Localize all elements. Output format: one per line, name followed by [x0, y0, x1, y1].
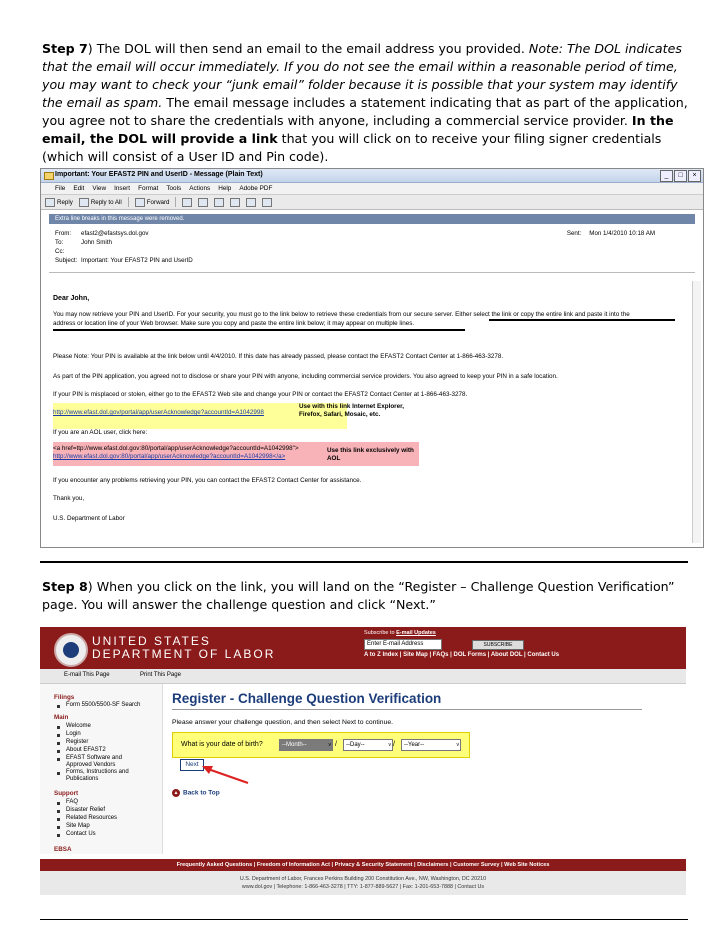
bullet-icon: [57, 758, 60, 761]
bullet-icon: [57, 810, 60, 813]
sidebar-item-forms-2[interactable]: Publications: [66, 776, 99, 782]
forward-label: Forward: [146, 198, 170, 206]
sidebar-item-register[interactable]: Register: [66, 739, 89, 745]
sidebar-heading-filings: Filings: [54, 694, 75, 701]
body-p5: If you encounter any problems retrieving your PIN, you can contact the EFAST2 Contact Center for assistance.: [53, 477, 362, 484]
next-button[interactable]: Next: [180, 759, 204, 771]
menu-insert[interactable]: Insert: [114, 185, 131, 192]
subscribe-text: [364, 630, 436, 636]
menu-help[interactable]: Help: [218, 185, 232, 192]
bullet-icon: [57, 834, 60, 837]
month-select[interactable]: --Month-- v: [279, 739, 333, 751]
sidebar-heading-support: Support: [54, 790, 79, 797]
sent-label: Sent:: [566, 230, 582, 237]
dol-page: [40, 627, 686, 895]
bullet-icon: [57, 734, 60, 737]
email-title: Important: Your EFAST2 PIN and UserID - Message (Plain Text): [55, 171, 263, 178]
to-label: To:: [55, 239, 64, 246]
bullet-icon: [57, 802, 60, 805]
step7-text-c: that you will click on to receive your filing signer credentials (which will consist of a User ID and Pin code).: [42, 131, 662, 164]
reply-all-button[interactable]: [79, 198, 122, 207]
body-p1b: address or location line of your Web browser. Make sure you copy and paste the entire link below; it may appear on multiple lines.: [53, 320, 415, 327]
reply-all-label: Reply to All: [90, 198, 122, 206]
thanks: Thank you,: [53, 495, 85, 502]
note-browsers-line2: Firefox, Safari, Mosaic, etc.: [299, 411, 381, 418]
flag-button[interactable]: [198, 198, 208, 207]
footer-address: [40, 871, 686, 895]
underline-mark: [53, 329, 465, 331]
step7-bold: In the email, the DOL will provide a link: [42, 113, 674, 146]
reply-button[interactable]: [45, 198, 73, 207]
email-header: [49, 226, 695, 273]
print-button[interactable]: [182, 198, 192, 207]
next-item-button[interactable]: [246, 198, 256, 207]
previous-button[interactable]: [230, 198, 240, 207]
subject-value: Important: Your EFAST2 PIN and UserID: [81, 257, 193, 264]
toolbar-separator: [128, 197, 129, 207]
maximize-icon[interactable]: □: [674, 170, 687, 182]
sidebar-heading-ebsa[interactable]: EBSA: [54, 846, 72, 853]
menu-edit[interactable]: Edit: [73, 185, 85, 192]
down-arrow-icon: [246, 198, 256, 207]
bullet-icon: [57, 826, 60, 829]
date-separator: /: [335, 741, 337, 748]
aol-link-b[interactable]: http://www.efast.dol.gov:80/portal/app/userAcknowledge?accountId=A1042998</a>: [53, 453, 286, 460]
email-toolbar: [41, 195, 703, 210]
title-rule: [172, 709, 642, 710]
body-p4: If your PIN is misplaced or stolen, either go to the EFAST2 Web site and change your PIN or contact the EFAST2 Contact Center at 1-866-463-3278.: [53, 391, 468, 398]
up-circle-icon: ▲: [173, 790, 179, 796]
sidebar-item-forms[interactable]: Forms, Instructions and: [66, 769, 129, 775]
dol-header: [40, 627, 686, 669]
question-label: What is your date of birth?: [181, 741, 263, 748]
efast-link[interactable]: http://www.efast.dol.gov/portal/app/userAcknowledge?accountId=A1042998: [53, 409, 264, 416]
note-aol: [327, 447, 414, 463]
aol-intro: If you are an AOL user, click here:: [53, 429, 148, 436]
step8-text: ) When you click on the link, you will land on the “Register – Challenge Question Verification” page. You will answer the challenge question and click “Next.”: [42, 579, 675, 612]
bullet-icon: [57, 818, 60, 821]
up-arrow-icon: [230, 198, 240, 207]
page-title: Register - Challenge Question Verification: [172, 691, 442, 706]
dol-name-line1: UNITED STATES: [92, 634, 211, 648]
greeting: Dear John,: [53, 295, 90, 302]
menu-adobe-pdf[interactable]: Adobe PDF: [239, 185, 273, 192]
dol-seal-icon: [54, 633, 88, 667]
back-to-top-label: Back to Top: [183, 789, 220, 797]
bullet-icon: [57, 772, 60, 775]
reply-all-icon: [79, 198, 89, 207]
day-select[interactable]: --Day-- v: [343, 739, 393, 751]
delete-icon: [214, 198, 224, 207]
bottom-divider: [40, 919, 688, 920]
reply-icon: [45, 198, 55, 207]
dol-top-nav[interactable]: A to Z Index | Site Map | FAQs | DOL Forms | About DOL | Contact Us: [364, 652, 560, 658]
menu-view[interactable]: View: [92, 185, 107, 192]
sidebar: [40, 684, 163, 854]
note-aol-line2: AOL: [327, 455, 341, 462]
date-separator: /: [393, 741, 395, 748]
email-titlebar: [41, 169, 703, 183]
email-menubar: [41, 183, 703, 195]
reply-label: Reply: [57, 198, 73, 206]
flag-icon: [198, 198, 208, 207]
red-arrow-icon: [202, 765, 250, 785]
bullet-icon: [57, 750, 60, 753]
year-select[interactable]: --Year-- v: [401, 739, 461, 751]
underline-mark: [489, 319, 675, 321]
dol-name: [92, 635, 275, 661]
menu-actions[interactable]: Actions: [189, 185, 211, 192]
note-aol-line1: Use this link exclusively with: [327, 447, 414, 454]
instruction-text: Please answer your challenge question, and then select Next to continue.: [172, 719, 394, 726]
forward-icon: [135, 198, 145, 207]
delete-button[interactable]: [214, 198, 224, 207]
aol-link-a: <a href=ttp://www.efast.dol.gov:80/portal/app/userAcknowledge?accountId=A1042998">: [53, 445, 299, 452]
sent-value: Mon 1/4/2010 10:18 AM: [589, 230, 655, 237]
subscribe-button[interactable]: SUBSCRIBE: [472, 640, 524, 650]
step7-paragraph: [42, 40, 692, 166]
footer-address-line2: www.dol.gov | Telephone: 1-866-463-3278 | TTY: 1-877-889-5627 | Fax: 1-201-653-7888 | Contact Us: [241, 884, 485, 890]
menu-file[interactable]: File: [55, 185, 66, 192]
minimize-icon[interactable]: _: [660, 170, 673, 182]
signature: U.S. Department of Labor: [53, 515, 125, 522]
note-browsers-line1: Use with this link Internet Explorer,: [299, 403, 404, 410]
divider: [40, 561, 688, 563]
step7-text-b: The email message includes a statement indicating that as part of the application, you agree not to share the credentials with anyone, including a commercial service provider.: [42, 95, 688, 128]
body-p3: As part of the PIN application, you agreed not to disclose or share your PIN with anyone, including commercial service providers. You also agreed to keep your PIN in a safe location.: [53, 373, 558, 380]
from-value[interactable]: efast2@efastsys.dol.gov: [81, 230, 149, 237]
to-value[interactable]: John Smith: [81, 239, 112, 246]
sidebar-item-disaster[interactable]: Disaster Relief: [66, 807, 106, 813]
sidebar-heading-main: Main: [54, 714, 69, 721]
sidebar-item-contact[interactable]: Contact Us: [66, 831, 96, 837]
body-p2: Please Note: Your PIN is available at the link below until 4/4/2010. If this date has already passed, please contact the EFAST2 Contact Center at 1-866-463-3278.: [53, 353, 504, 360]
note-browsers: [299, 403, 404, 419]
email-updates-link[interactable]: E-mail Updates: [396, 630, 436, 636]
from-label: From:: [55, 230, 72, 237]
sidebar-item-login[interactable]: Login: [66, 731, 81, 737]
menu-format[interactable]: Format: [138, 185, 159, 192]
sidebar-item-software[interactable]: EFAST Software and: [66, 755, 122, 761]
bullet-icon: [57, 742, 60, 745]
sidebar-item-software-2[interactable]: Approved Vendors: [66, 762, 116, 768]
help-button[interactable]: [262, 198, 272, 207]
sidebar-item-sitemap[interactable]: Site Map: [66, 823, 90, 829]
help-icon: [262, 198, 272, 207]
forward-button[interactable]: [135, 198, 170, 207]
step7-note: Note: The DOL indicates that the email will occur immediately. If you do not see the email within a reasonable period of time, you may want to check your “junk email” folder because it is possible that your system may identify the email as spam.: [42, 41, 682, 110]
sidebar-item-resources[interactable]: Related Resources: [66, 815, 118, 821]
challenge-question-box: [172, 732, 470, 758]
sidebar-item-faq[interactable]: FAQ: [66, 799, 79, 805]
envelope-icon: [44, 172, 54, 180]
step8-label: Step 8: [42, 579, 88, 594]
email-window: [40, 168, 704, 548]
cc-label: Cc:: [55, 248, 65, 255]
print-page-link[interactable]: Print This Page: [140, 672, 181, 678]
close-icon[interactable]: ×: [688, 170, 701, 182]
toolbar-separator: [175, 197, 176, 207]
dol-name-line2: DEPARTMENT OF LABOR: [92, 647, 276, 661]
print-icon: [182, 198, 192, 207]
step7-label: Step 7: [42, 41, 88, 56]
bullet-icon: [57, 705, 60, 708]
sidebar-item-about[interactable]: About EFAST2: [66, 747, 106, 753]
email-scrollbar[interactable]: [692, 281, 701, 543]
email-input[interactable]: Enter E-mail Address: [364, 639, 442, 650]
step7-text-a: ) The DOL will then send an email to the email address you provided.: [87, 41, 529, 56]
bullet-icon: [57, 726, 60, 729]
email-page-link[interactable]: E-mail This Page: [64, 672, 110, 678]
subscribe-label: Subscribe to: [364, 630, 397, 636]
back-to-top-link[interactable]: [172, 789, 220, 797]
footer-address-line1: U.S. Department of Labor, Frances Perkins Building 200 Constitution Ave., NW, Washington, DC 20210: [239, 876, 487, 882]
footer-links[interactable]: Frequently Asked Questions | Freedom of Information Act | Privacy & Security Statement | Disclaimers | Customer Survey | Web Site Notices: [40, 859, 686, 871]
info-bar: Extra line breaks in this message were removed.: [49, 214, 695, 224]
body-p1a: You may now retrieve your PIN and UserID. For your security, you must go to the link below to retrieve these credentials from our secure server. Either select the link or copy the entire link and paste it into the: [53, 311, 630, 318]
sidebar-item-form-search[interactable]: Form 5500/5500-SF Search: [66, 702, 141, 708]
subject-label: Subject:: [55, 257, 78, 264]
page-options-bar: [40, 669, 686, 684]
menu-tools[interactable]: Tools: [166, 185, 182, 192]
step8-paragraph: [42, 578, 692, 614]
sidebar-item-welcome[interactable]: Welcome: [66, 723, 91, 729]
